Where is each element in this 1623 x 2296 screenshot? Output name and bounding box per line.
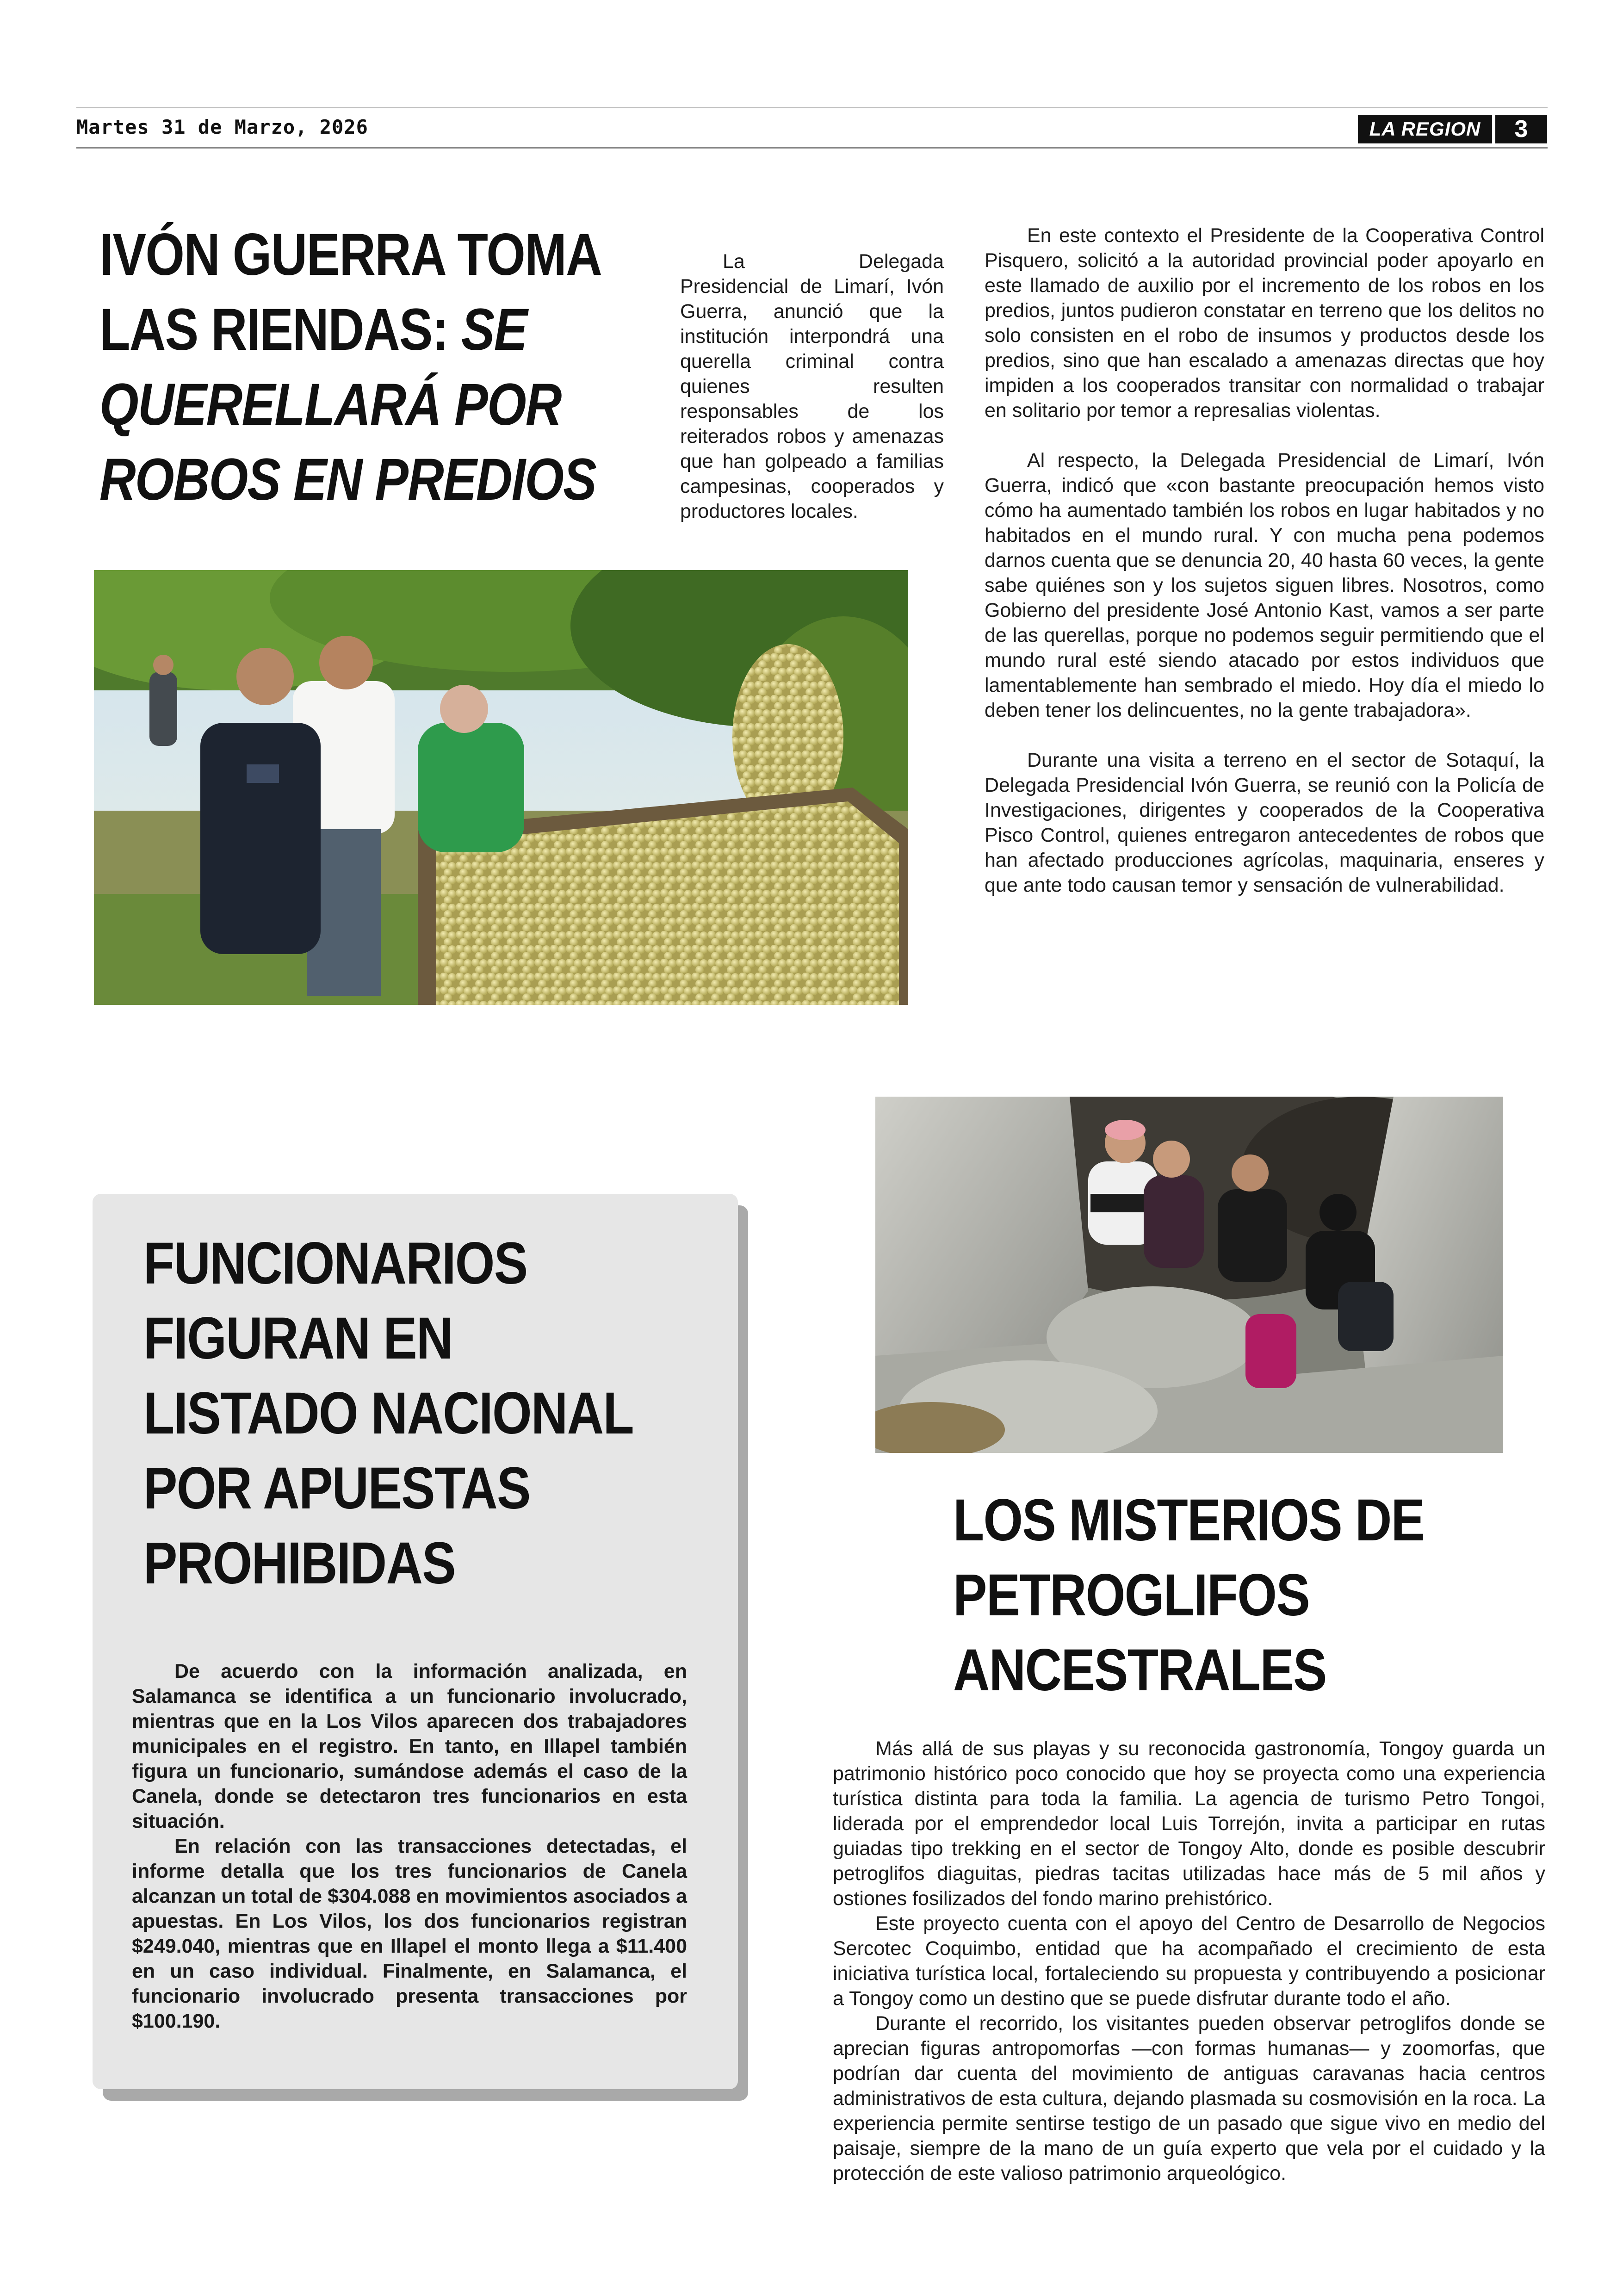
vineyard-photo	[94, 570, 908, 1005]
article1-paragraph: Al respecto, la Delegada Presidencial de Limarí, Ivón Guerra, indicó que «con bastante preocupación hemos visto cómo ha aumentado también los robos en lugar habitados y no habitados en el mundo rural. Y con mucha pena podemos darnos cuenta que se denuncia 20, 40 hasta 60 veces, la gente sabe quiénes son y los sujetos siguen libres. Nosotros, como Gobierno del presidente José Antonio Kast, vamos a ser parte de las querellas, porque no podemos seguir permitiendo que el mundo rural esté siendo atacado por estos individuos que lamentablemente han sembrado el miedo. Hoy día el miedo lo deben tener los delincuentes, no la gente trabajadora».	[985, 449, 1544, 721]
article1-lead-text: La Delegada Presidencial de Limarí, Ivón Guerra, anunció que la institución interpondrá una querella criminal contra quienes resulten responsables de los reiterados robos y amenazas que han golpeado a familias campesinas, cooperados y productores locales.	[680, 250, 944, 522]
article1-headline-plain: IVÓN GUERRA TOMA LAS RIENDAS:	[99, 222, 600, 363]
article3-paragraph: Durante el recorrido, los visitantes pueden observar petroglifos donde se aprecian figuras antropomorfas —con formas humanas— y zoomorfas, que podrían dar cuenta del movimiento de antiguas caravanas hacia centros administrativos de esta cultura, dejando plasmada su cosmovisión en la roca. La experiencia permite sentirse testigo de un pasado que sigue vivo en medio del paisaje, siempre de la mano de un guía experto que vela por el cuidado y la protección de este valioso patrimonio arqueológico.	[833, 2012, 1545, 2184]
article2-paragraph: De acuerdo con la información analizada, en Salamanca se identifica a un funcionario involucrado, mientras que en la Los Vilos aparecen dos trabajadores municipales en el registro. En tanto, en Illapel también figura un funcionario, sumándose además el caso de la Canela, donde se detectaron tres funcionarios en esta situación.	[132, 1660, 687, 1832]
header-top-rule	[76, 107, 1548, 108]
article2-headline: FUNCIONARIOS FIGURAN EN LISTADO NACIONAL POR APUESTAS PROHIBIDAS	[143, 1230, 632, 1596]
article3-body	[833, 1736, 1545, 2186]
article2-body	[132, 1659, 687, 2034]
publication-logo: LA REGION	[1358, 115, 1492, 143]
header-date: Martes 31 de Marzo, 2026	[76, 116, 368, 138]
article1-paragraph: Durante una visita a terreno en el sector de Sotaquí, la Delegada Presidencial Ivón Guerra, se reunió con la Policía de Investigaciones, dirigentes y cooperados de la Cooperativa Pisco Control, quienes entregaron antecedentes de robos que han afectado producciones agrícolas, maquinaria, enseres y que ante todo causan temor y sensación de vulnerabilidad.	[985, 749, 1544, 896]
article1-paragraph: En este contexto el Presidente de la Cooperativa Control Pisquero, solicitó a la autoridad provincial poder apoyarlo en este llamado de auxilio por el incremento de los robos en los predios, juntos pudieron constatar en terreno que los delitos no solo consisten en el robo de insumos y productos desde los predios, sino que han escalado a amenazas directas que hoy impiden a los cooperados transitar con normalidad o trabajar en solitario por temor a represalias violentas.	[985, 224, 1544, 422]
article2-paragraph: En relación con las transacciones detectadas, el informe detalla que los tres funcionarios de Canela alcanzan un total de $304.088 en movimientos asociados a apuestas. En Los Vilos, los dos funcionarios registran $249.040, mientras que en Illapel el monto llega a $11.400 en un caso individual. Finalmente, en Salamanca, el funcionario involucrado presenta transacciones por $100.190.	[132, 1835, 687, 2032]
article1-headline-italic: SE QUERELLARÁ POR ROBOS EN PREDIOS	[99, 297, 596, 513]
article3-paragraph: Más allá de sus playas y su reconocida gastronomía, Tongoy guarda un patrimonio histórico poco conocido que hoy se proyecta como una experiencia turística distinta para toda la familia. La agencia de turismo Petro Tongoi, liderada por el emprendedor local Luis Torrejón, invita a participar en rutas guiadas tipo trekking en el sector de Tongoy Alto, donde es posible descubrir petroglifos diaguitas, piedras tacitas utilizadas hace más de 5 mil años y ostiones fosilizados del fondo marino prehistórico.	[833, 1738, 1545, 1910]
article1-body	[985, 223, 1544, 898]
header-bottom-rule	[76, 147, 1548, 149]
article3-headline: LOS MISTERIOS DE PETROGLIFOS ANCESTRALES	[953, 1487, 1425, 1703]
article3-paragraph: Este proyecto cuenta con el apoyo del Centro de Desarrollo de Negocios Sercotec Coquimbo, entidad que ha acompañado el crecimiento de esta iniciativa turística local, fortaleciendo su propuesta y contribuyendo a posicionar a Tongoy como un destino que se puede disfrutar durante todo el año.	[833, 1912, 1545, 2010]
article1-headline	[99, 217, 619, 517]
hikers-photo	[875, 1097, 1503, 1453]
article1-lead	[680, 249, 944, 524]
page-number: 3	[1495, 115, 1547, 143]
